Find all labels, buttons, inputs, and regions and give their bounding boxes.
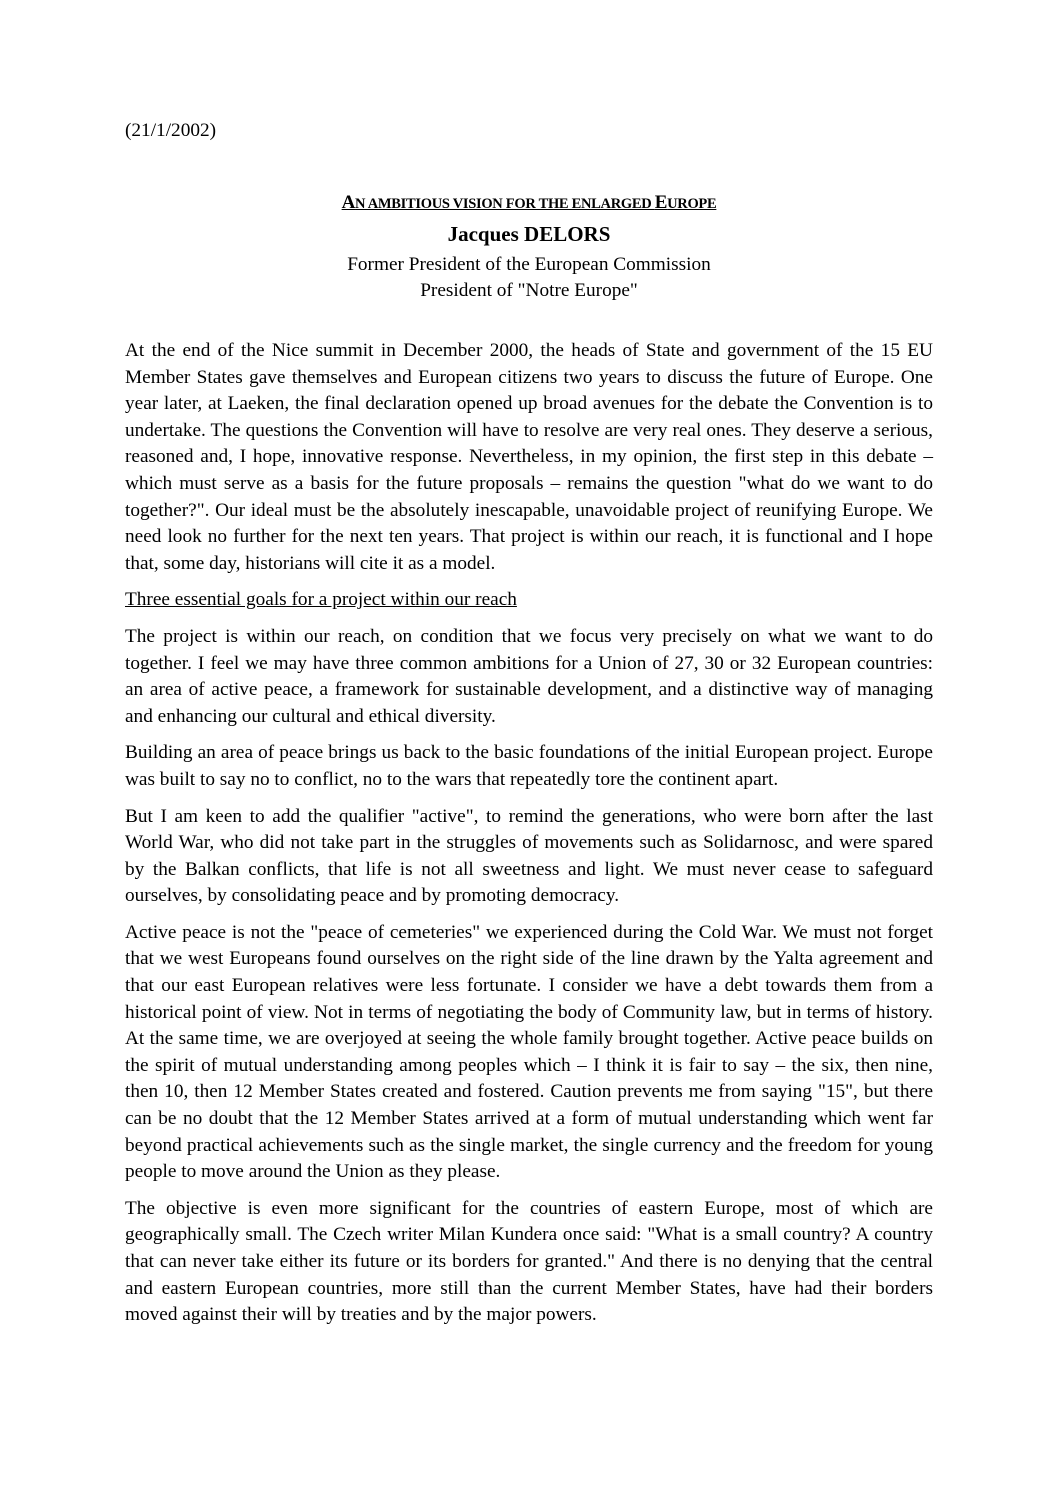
section-paragraph-3: But I am keen to add the qualifier "active", to remind the generations, who were born after the last World War, who did not take part in the struggles of movements such as Solidarnosc, and were spared by the Balkan conflicts, that life is not all sweetness and light. We must never cease to safeguard ourselves, by consolidating peace and by promoting democracy. <box>125 805 933 907</box>
section-paragraph-5: The objective is even more significant for the countries of eastern Europe, most of which are geographically small. The Czech writer Milan Kundera once said: "What is a small country? A country that can never take either its future or its borders for granted." And there is no denying that the central and eastern European countries, more still than the current Member States, have had their borders moved against their will by treaties and by the major powers. <box>125 1197 933 1326</box>
affiliation-2: President of "Notre Europe" <box>420 280 638 301</box>
affiliation-1: Former President of the European Commission <box>347 254 711 275</box>
document-title <box>125 193 933 214</box>
document-date: (21/1/2002) <box>125 120 217 141</box>
title-rest-2: UROPE <box>667 196 717 212</box>
author-name: Jacques DELORS <box>447 222 611 246</box>
section-paragraph-1: The project is within our reach, on condition that we focus very precisely on what we want to do together. I feel we may have three common ambitions for a Union of 27, 30 or 32 European countries: an area of active peace, a framework for sustainable development, and a distinctive way of managing and enhancing our cultural and ethical diversity. <box>125 625 933 727</box>
section-heading: Three essential goals for a project within our reach <box>125 589 517 611</box>
section-paragraph-4: Active peace is not the "peace of cemeteries" we experienced during the Cold War. We must not forget that we west Europeans found ourselves on the right side of the line drawn by the Yalta agreement and that our east European relatives were less fortunate. I consider we have a debt towards them from a historical point of view. Not in terms of negotiating the body of Community law, but in terms of history. At the same time, we are overjoyed at seeing the whole family brought together. Active peace builds on the spirit of mutual understanding among peoples which – I think it is fair to say – the six, then nine, then 10, then 12 Member States created and fostered. Caution prevents me from saying "15", but there can be no doubt that the 12 Member States arrived at a form of mutual understanding which went far beyond practical achievements such as the single market, the single currency and the freedom for young people to move around the Union as they please. <box>125 921 933 1183</box>
title-cap-2: E <box>654 192 668 213</box>
title-cap-1: A <box>341 192 356 213</box>
document-page <box>125 118 933 1329</box>
section-paragraph-2: Building an area of peace brings us back to the basic foundations of the initial European project. Europe was built to say no to conflict, no to the wars that repeatedly tore the continent apart. <box>125 742 933 790</box>
intro-paragraph: At the end of the Nice summit in December 2000, the heads of State and government of the 15 EU Member States gave themselves and European citizens two years to discuss the future of Europe. One year later, at Laeken, the final declaration opened up broad avenues for the debate the Convention is to undertake. The questions the Convention will have to resolve are very real ones. They deserve a serious, reasoned and, I hope, innovative response. Nevertheless, in my opinion, the first step in this debate – which must serve as a basis for the future proposals – remains the question "what do we want to do together?". Our ideal must be the absolutely inescapable, unavoidable project of reunifying Europe. We need look no further for the next ten years. That project is within our reach, it is functional and I hope that, some day, historians will cite it as a model. <box>125 340 933 574</box>
title-rest-1: N AMBITIOUS VISION FOR THE ENLARGED <box>355 196 655 212</box>
author-affiliations <box>125 252 933 304</box>
